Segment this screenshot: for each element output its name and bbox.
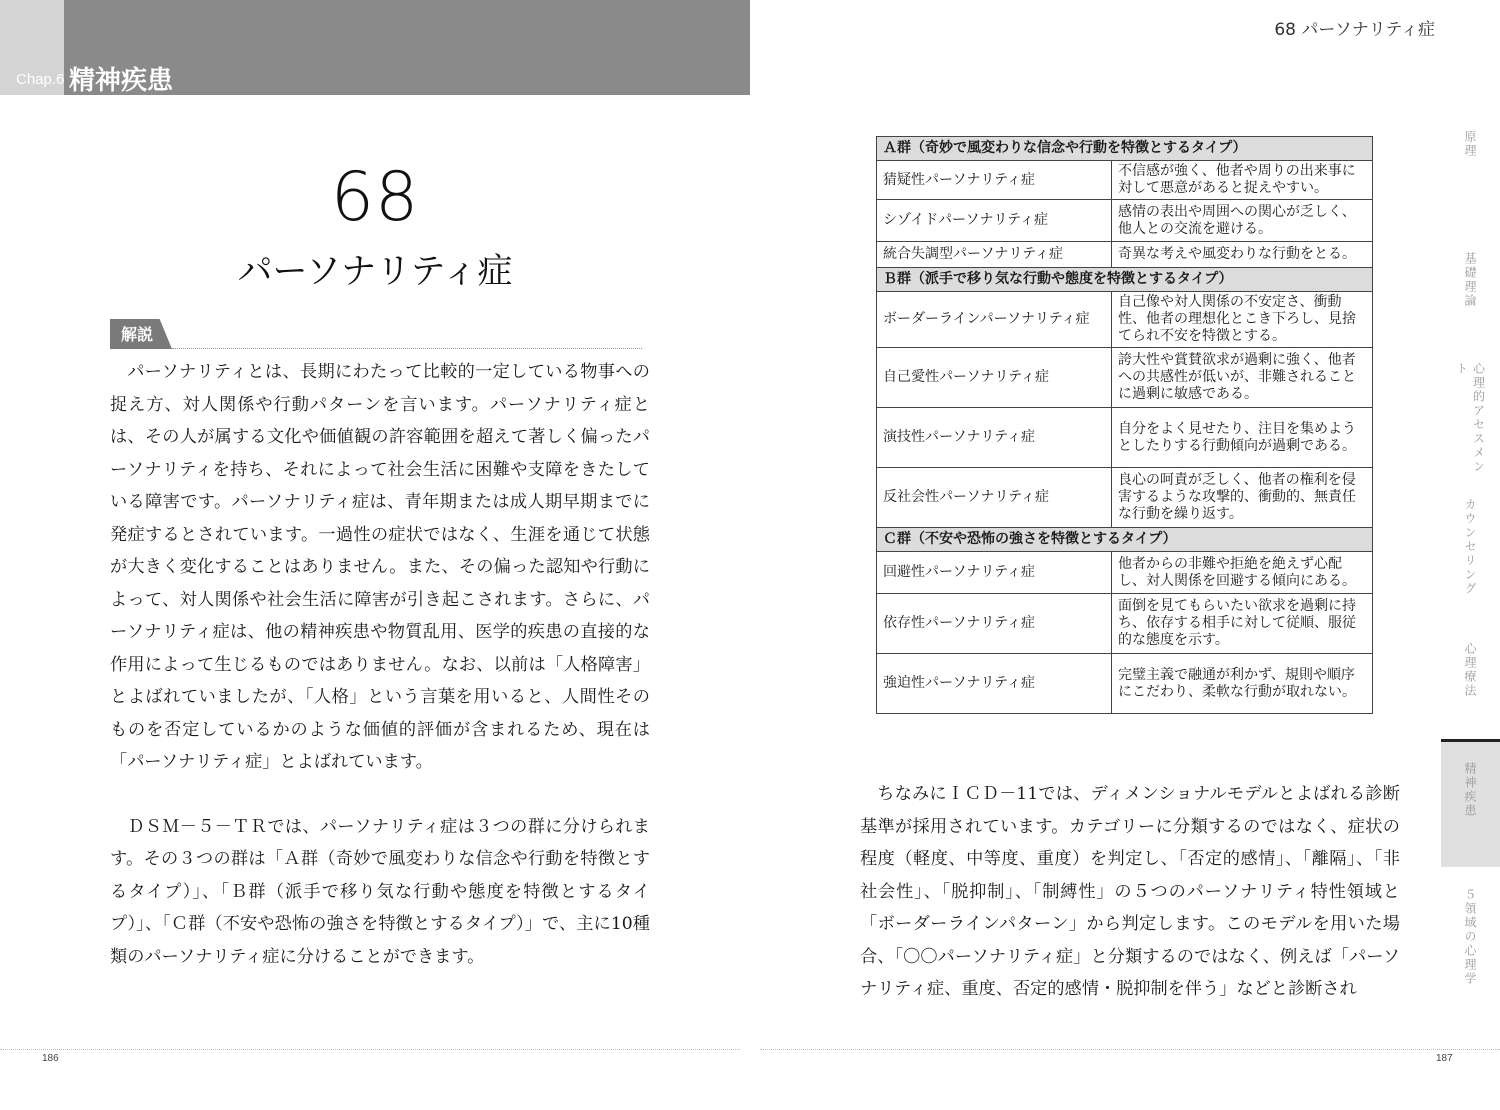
table-group-row [877, 137, 1373, 161]
page-title: パーソナリティ症 [237, 252, 513, 292]
table-row [877, 200, 1373, 242]
disorder-name: 強迫性パーソナリティ症 [877, 654, 1112, 714]
table-row [877, 594, 1373, 654]
side-tab-five-domains[interactable]: ５領域の心理学 [1463, 888, 1477, 986]
right-body [860, 778, 1400, 1006]
disorder-description: 感情の表出や周囲への関心が乏しく、他人との交流を避ける。 [1112, 200, 1373, 242]
paragraph-2: ＤＳＭ－５－ＴＲでは、パーソナリティ症は３つの群に分けられます。その３つの群は「Ａ群（奇妙で風変わりな信念や行動を特徴とするタイプ）」、「Ｂ群（派手で移り気な行動や態度を特徴とするタイプ）」、「Ｃ群（不安や恐怖の強さを特徴とするタイプ）」で、主に10種類のパーソナリティ症に分けることができます。 [110, 816, 650, 967]
left-body [110, 356, 650, 973]
chapter-category-title: 精神疾患 [69, 66, 174, 96]
table-group-row [877, 528, 1373, 552]
disorder-description: 良心の呵責が乏しく、他者の権利を侵害するような攻撃的、衝動的、無責任な行動を繰り返す。 [1112, 468, 1373, 528]
disorder-name: シゾイドパーソナリティ症 [877, 200, 1112, 242]
disorder-description: 不信感が強く、他者や周りの出来事に対して悪意があると捉えやすい。 [1112, 161, 1373, 200]
table-row [877, 468, 1373, 528]
footer-line-right [760, 1049, 1500, 1050]
disorder-name: 演技性パーソナリティ症 [877, 408, 1112, 468]
disorder-name: 依存性パーソナリティ症 [877, 594, 1112, 654]
paragraph-1: パーソナリティとは、長期にわたって比較的一定している物事への捉え方、対人関係や行動パターンを言います。パーソナリティ症とは、その人が属する文化や価値観の許容範囲を超えて著しく偏ったパーソナリティを持ち、それによって社会生活に困難や支障をきたしている障害です。パーソナリティ症は、青年期または成人期早期までに発症するとされています。一過性の症状ではなく、生涯を通じて状態が大きく変化することはありません。また、その偏った認知や行動によって、対人関係や社会生活に障害が引き起こされます。さらに、パーソナリティ症は、他の精神疾患や物質乱用、医学的疾患の直接的な作用によって生じるものではありません。なお、以前は「人格障害」とよばれていましたが、「人格」という言葉を用いると、人間性そのものを否定しているかのような価値的評価が含まれるため、現在は「パーソナリティ症」とよばれています。 [110, 362, 650, 772]
disorder-description: 完璧主義で融通が利かず、規則や順序にこだわり、柔軟な行動が取れない。 [1112, 654, 1373, 714]
side-tab-psychotherapy[interactable]: 心理療法 [1463, 642, 1477, 698]
section-label: 解説 [121, 325, 154, 344]
table-row [877, 654, 1373, 714]
footer-line-left [0, 1049, 740, 1050]
disorder-description: 面倒を見てもらいたい欲求を過剰に持ち、依存する相手に対して従順、服従的な態度を示す。 [1112, 594, 1373, 654]
disorder-name: 統合失調型パーソナリティ症 [877, 242, 1112, 268]
side-tab-basic-theory[interactable]: 基礎理論 [1463, 252, 1477, 308]
disorder-description: 自己像や対人関係の不安定さ、衝動性、他者の理想化とこき下ろし、見捨てられ不安を特徴とする。 [1112, 292, 1373, 348]
disorder-name: 猜疑性パーソナリティ症 [877, 161, 1112, 200]
disorder-name: ボーダーラインパーソナリティ症 [877, 292, 1112, 348]
paragraph-3: ちなみにＩＣＤ－11では、ディメンショナルモデルとよばれる診断基準が採用されています。カテゴリーに分類するのではなく、症状の程度（軽度、中等度、重度）を判定し、「否定的感情」、「離隔」、「非社会性」、「脱抑制」、「制縛性」の５つのパーソナリティ特性領域と「ボーダーラインパターン」から判定します。このモデルを用いた場合、「〇〇パーソナリティ症」と分類するのではなく、例えば「パーソナリティ症、重度、否定的感情・脱抑制を伴う」などと診断され [860, 784, 1400, 999]
side-tab-mental-disorders[interactable]: 精神疾患 [1441, 739, 1500, 867]
table-row [877, 408, 1373, 468]
disorder-name: 自己愛性パーソナリティ症 [877, 348, 1112, 408]
disorder-name: 回避性パーソナリティ症 [877, 552, 1112, 594]
table-group-label: Ａ群（奇妙で風変わりな信念や行動を特徴とするタイプ） [877, 137, 1373, 161]
disorder-description: 奇異な考えや風変わりな行動をとる。 [1112, 242, 1373, 268]
side-tab-assessment[interactable]: 心理的アセスメント [1454, 362, 1486, 474]
section-divider [172, 348, 642, 349]
disorder-description: 誇大性や賞賛欲求が過剰に強く、他者への共感性が低いが、非難されることに過剰に敏感である。 [1112, 348, 1373, 408]
disorder-name: 反社会性パーソナリティ症 [877, 468, 1112, 528]
disorder-description: 他者からの非難や拒絶を絶えず心配し、対人関係を回避する傾向にある。 [1112, 552, 1373, 594]
table-group-row [877, 268, 1373, 292]
table-row [877, 348, 1373, 408]
running-head: 68 パーソナリティ症 [1274, 20, 1435, 40]
table-row [877, 292, 1373, 348]
chapter-number: 68 [330, 158, 420, 237]
side-tab-principles[interactable]: 原理 [1463, 130, 1477, 158]
table-row [877, 242, 1373, 268]
side-tab-counseling[interactable]: カウンセリング [1463, 498, 1477, 596]
table-row [877, 552, 1373, 594]
chapter-label: Chap.6 [16, 71, 65, 88]
table-row [877, 161, 1373, 200]
personality-table [876, 136, 1373, 714]
table-group-label: Ｃ群（不安や恐怖の強さを特徴とするタイプ） [877, 528, 1373, 552]
disorder-description: 自分をよく見せたり、注目を集めようとしたりする行動傾向が過剰である。 [1112, 408, 1373, 468]
page-number-left: 186 [42, 1053, 59, 1064]
page-number-right: 187 [1436, 1053, 1453, 1064]
table-group-label: Ｂ群（派手で移り気な行動や態度を特徴とするタイプ） [877, 268, 1373, 292]
